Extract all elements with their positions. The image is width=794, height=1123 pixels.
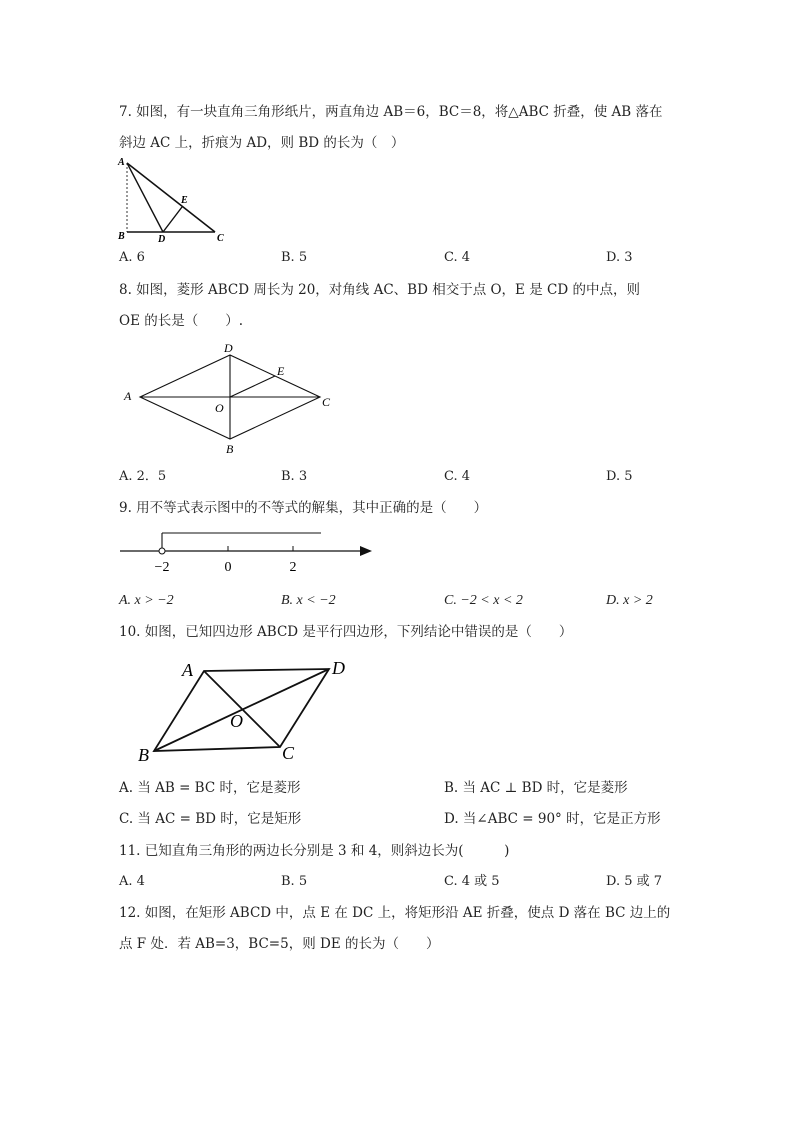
q11-option-d[interactable]: D. 5 或 7 <box>606 874 663 889</box>
q9-option-d[interactable]: D. x > 2 <box>606 593 653 608</box>
q7-option-b[interactable]: B. 5 <box>281 250 308 265</box>
q7-option-d[interactable]: D. 3 <box>606 250 633 265</box>
q11-option-a[interactable]: A. 4 <box>119 874 145 889</box>
q7-stem-line2: 斜边 AC 上，折痕为 AD，则 BD 的长为（ ） <box>119 135 405 151</box>
q10-figure <box>134 654 359 766</box>
q12-stem-line2: 点 F 处．若 AB=3，BC=5，则 DE 的长为（ ） <box>119 936 440 952</box>
q8-label-B: B <box>226 442 234 456</box>
q7-label-C: C <box>217 233 224 244</box>
q8-label-D: D <box>224 341 233 355</box>
q10-stem: 10. 如图，已知四边形 ABCD 是平行四边形，下列结论中错误的是（ ） <box>119 624 573 640</box>
q10-option-b[interactable]: B. 当 AC ⊥ BD 时，它是菱形 <box>444 780 628 796</box>
q10-option-a[interactable]: A. 当 AB = BC 时，它是菱形 <box>119 780 301 796</box>
q9-option-b[interactable]: B. x < −2 <box>281 593 336 608</box>
q10-option-d[interactable]: D. 当∠ABC = 90° 时，它是正方形 <box>444 811 661 827</box>
q7-option-a[interactable]: A. 6 <box>119 250 145 265</box>
q8-figure <box>120 340 340 458</box>
q11-stem: 11. 已知直角三角形的两边长分别是 3 和 4，则斜边长为( ) <box>119 843 510 859</box>
q7-option-c[interactable]: C. 4 <box>444 250 471 265</box>
q8-option-d[interactable]: D. 5 <box>606 469 633 484</box>
q9-tick-2: 2 <box>289 560 297 575</box>
q8-label-E: E <box>277 364 285 378</box>
q8-option-c[interactable]: C. 4 <box>444 469 471 484</box>
q8-option-b[interactable]: B. 3 <box>281 469 308 484</box>
q9-tick-0: 0 <box>224 560 232 575</box>
q10-label-A: A <box>182 660 193 680</box>
q8-option-a[interactable]: A. 2．5 <box>119 469 167 484</box>
q8-stem-line1: 8. 如图，菱形 ABCD 周长为 20，对角线 AC、BD 相交于点 O，E 是 CD 的中点，则 <box>119 282 640 298</box>
q7-stem-line1: 7. 如图，有一块直角三角形纸片，两直角边 AB＝6，BC＝8，将△ABC 折叠，使 AB 落在 <box>119 104 663 120</box>
q7-label-B: B <box>118 231 125 242</box>
q10-option-c[interactable]: C. 当 AC = BD 时，它是矩形 <box>119 811 302 827</box>
q7-figure <box>115 155 235 245</box>
q8-label-A: A <box>124 389 132 403</box>
q9-tick-neg2: −2 <box>154 560 170 575</box>
q10-label-C: C <box>282 743 295 763</box>
q8-label-C: C <box>322 395 331 409</box>
q7-label-E: E <box>181 195 188 206</box>
q10-label-O: O <box>230 711 243 731</box>
q7-label-D: D <box>158 234 166 245</box>
q11-option-c[interactable]: C. 4 或 5 <box>444 874 500 889</box>
q7-label-A: A <box>118 157 125 168</box>
q8-stem-line2: OE 的长是（ ）. <box>119 313 244 329</box>
q8-label-O: O <box>215 401 224 415</box>
q10-label-D: D <box>332 658 345 678</box>
q10-label-B: B <box>138 745 149 765</box>
q9-stem: 9. 用不等式表示图中的不等式的解集，其中正确的是（ ） <box>119 500 488 516</box>
q12-stem-line1: 12. 如图，在矩形 ABCD 中，点 E 在 DC 上，将矩形沿 AE 折叠，使点 D 落在 BC 边上的 <box>119 905 671 921</box>
q9-number-line <box>118 528 378 576</box>
q9-option-c[interactable]: C. −2 < x < 2 <box>444 593 523 608</box>
q9-option-a[interactable]: A. x > −2 <box>119 593 174 608</box>
q11-option-b[interactable]: B. 5 <box>281 874 308 889</box>
